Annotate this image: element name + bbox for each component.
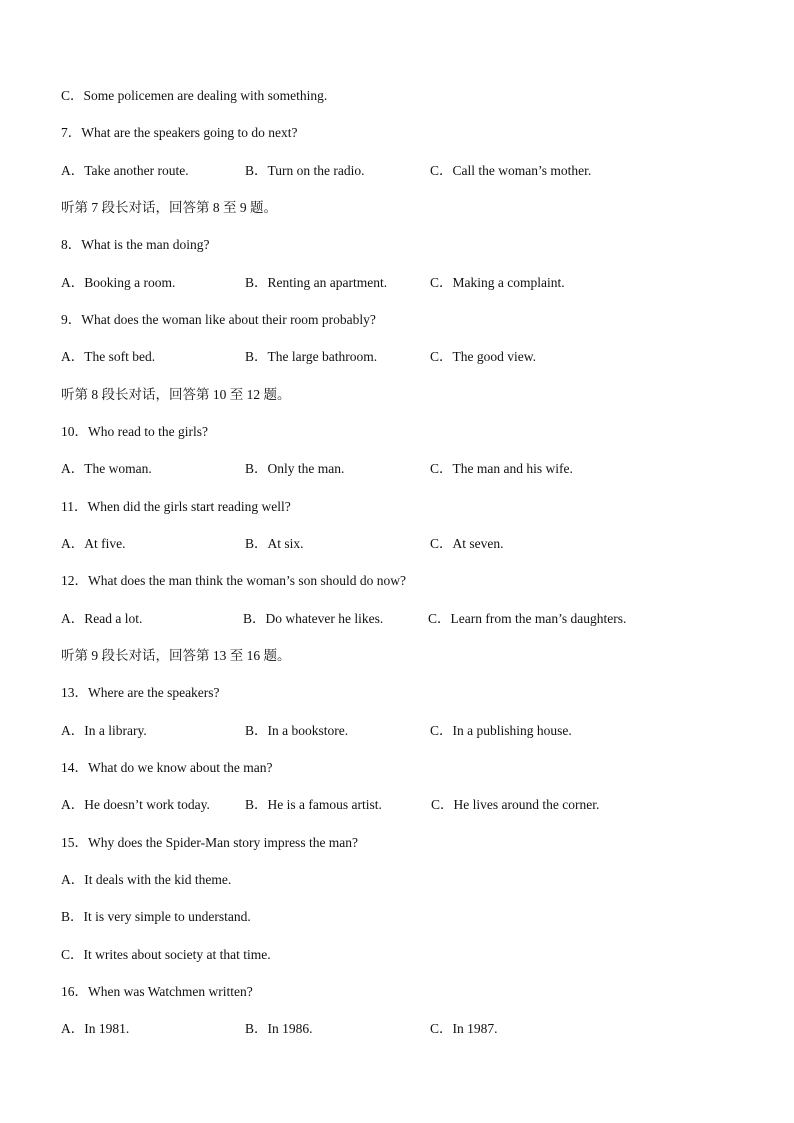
- question-16: 16．When was Watchmen written?: [61, 984, 253, 999]
- section-heading-7: 听第 7 段长对话，回答第 8 至 9 题。: [61, 200, 277, 215]
- q13-option-c: C．In a publishing house.: [430, 723, 572, 738]
- q9-option-c: C．The good view.: [430, 349, 536, 364]
- q15-option-a: A．It deals with the kid theme.: [61, 872, 232, 887]
- q10-option-b: B．Only the man.: [245, 461, 345, 476]
- question-13: 13．Where are the speakers?: [61, 685, 220, 700]
- q7-option-b: B．Turn on the radio.: [245, 163, 365, 178]
- q10-option-a: A．The woman.: [61, 461, 152, 476]
- question-10: 10．Who read to the girls?: [61, 424, 208, 439]
- q8-option-c: C．Making a complaint.: [430, 275, 565, 290]
- question-11: 11．When did the girls start reading well?: [61, 499, 291, 514]
- q15-option-b: B．It is very simple to understand.: [61, 909, 251, 924]
- q7-option-a: A．Take another route.: [61, 163, 189, 178]
- q16-option-c: C．In 1987.: [430, 1021, 498, 1036]
- q11-option-a: A．At five.: [61, 536, 126, 551]
- q6-option-c: C．Some policemen are dealing with something.: [61, 88, 328, 103]
- q12-option-a: A．Read a lot.: [61, 611, 143, 626]
- q14-option-a: A．He doesn’t work today.: [61, 797, 210, 812]
- q11-option-c: C．At seven.: [430, 536, 504, 551]
- q14-option-c: C．He lives around the corner.: [431, 797, 600, 812]
- q10-option-c: C．The man and his wife.: [430, 461, 573, 476]
- q16-option-b: B．In 1986.: [245, 1021, 313, 1036]
- section-heading-9: 听第 9 段长对话，回答第 13 至 16 题。: [61, 648, 291, 663]
- question-14: 14．What do we know about the man?: [61, 760, 273, 775]
- q15-option-c: C．It writes about society at that time.: [61, 947, 271, 962]
- q9-option-b: B．The large bathroom.: [245, 349, 378, 364]
- q8-option-b: B．Renting an apartment.: [245, 275, 388, 290]
- q8-option-a: A．Booking a room.: [61, 275, 176, 290]
- q11-option-b: B．At six.: [245, 536, 304, 551]
- q14-option-b: B．He is a famous artist.: [245, 797, 382, 812]
- question-8: 8．What is the man doing?: [61, 237, 210, 252]
- q12-option-c: C．Learn from the man’s daughters.: [428, 611, 627, 626]
- q13-option-a: A．In a library.: [61, 723, 147, 738]
- q9-option-a: A．The soft bed.: [61, 349, 156, 364]
- question-12: 12．What does the man think the woman’s son should do now?: [61, 573, 406, 588]
- q7-option-c: C．Call the woman’s mother.: [430, 163, 592, 178]
- question-9: 9．What does the woman like about their room probably?: [61, 312, 376, 327]
- question-15: 15．Why does the Spider-Man story impress the man?: [61, 835, 359, 850]
- q13-option-b: B．In a bookstore.: [245, 723, 349, 738]
- question-7: 7．What are the speakers going to do next?: [61, 125, 298, 140]
- section-heading-8: 听第 8 段长对话，回答第 10 至 12 题。: [61, 387, 291, 402]
- q16-option-a: A．In 1981.: [61, 1021, 130, 1036]
- q12-option-b: B．Do whatever he likes.: [243, 611, 384, 626]
